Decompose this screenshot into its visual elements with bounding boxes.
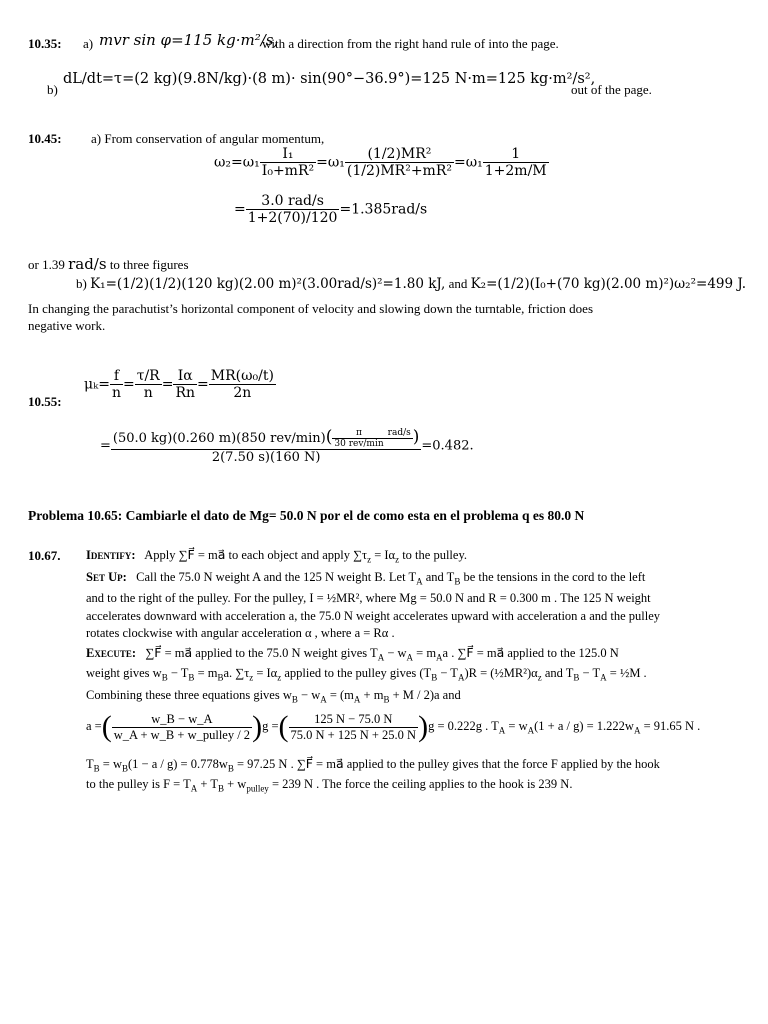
part-a-label: a) [83,36,94,51]
text-10-45-para-1: In changing the parachutist’s horizontal component of velocity and slowing down the turntable, friction does [28,301,593,316]
note-problema-10-65: Problema 10.65: Cambiarle el dato de Mg= 50.0 N por el de como esta en el problema q es 80.0 N [28,508,585,523]
identify-line: Identify: Apply ∑F⃗ = ma⃗ to each object and apply $\sum\tau_z = I\alpha_z$ to the pulley. [86,548,468,565]
acceleration-equation: a =( $\frac{w\_B - w\_A}{\text{w\_A + w\_B + w\_pulley / 2}}$ )g =( $\frac{125 N - 75.0 N}{75.0 N + 125 N + 25.0 N}$ )g = 0.222g . $T_A = w_A(1 + a / g) = 1.222w_A = 91.65$ N . [86,710,701,743]
part-b-label: b) [47,82,58,97]
tension-b-line: $T_B = w_B(1 - a / g) = 0.778w_B = 97.25$ N . ∑F⃗ = ma⃗ applied to the pulley gives that the force F applied by the hook [86,757,660,774]
text-10-45-a: a) From conservation of angular momentum, [91,131,325,146]
setup-line-3: accelerates downward with acceleration a, the 75.0 N weight accelerates upward with acceleration a and the pulley [86,609,661,623]
setup-line-4: rotates clockwise with angular acceleration α , where a = Rα . [86,626,395,640]
problem-label-10-67: 10.67. [28,548,61,563]
setup-line-2: and to the right of the pulley. For the pulley, I = ½MR², where Mg = 50.0 N and R = 0.300 m . The 125 N weight [86,591,651,605]
execute-line-2: weight gives $w_B - T_B = m_Ba$. $\sum\tau_z = I\alpha_z$ applied to the pulley gives $(T_B - T_A)R$ = $(\frac{1}{2}MR^2)\alpha_z$ and $T_B - T_A$ = ½M . [86,666,647,683]
eq-10-45-b: b) K₁=(1/2)(1/2)(120 kg)(2.00 m)²(3.00rad/s)²=1.80 kJ, and K₂=(1/2)(I₀+(70 kg)(2.00 m)²)ω₂²=499 J. [76,276,747,292]
execute-line-3: Combining these three equations gives $w_B - w_A = (m_A + m_B + M / 2)a$ and [86,688,461,705]
eq-10-45-omega: ω₂=ω₁ $\frac{\text{I₁}}{\text{I₀+mR²}}$ =ω₁ $\frac{\text{(1/2)MR²}}{\text{(1/2)MR²+mR²}}$ =ω₁ $\frac{1}{1+2m/M}$ [214,146,547,179]
eq-10-35-a: mvr sin φ=115 kg·m²/s, [99,31,279,49]
text-10-45-para-2: negative work. [28,318,106,333]
problem-label-10-35: 10.35: [28,36,62,51]
eq-10-35-b: dL/dt=τ=(2 kg)(9.8N/kg)·(8 m)· sin(90°−36.9°)=125 N·m=125 kg·m²/s², [63,71,596,87]
problem-label-10-55: 10.55: [28,394,62,409]
eq-10-55-mu: μₖ= $\frac{f}{n}$ = $\frac{\tau/R}{n}$ = $\frac{I\alpha}{Rn}$ = $\frac{\text{MR(ω₀/t)}}{2n}$ [84,368,274,401]
text-10-35-a: with a direction from the right hand rule of into the page. [262,36,559,51]
eq-10-55-value: = (50.0 kg)(0.260 m)(850 rev/min)( $\frac{\pi}{\text{30 rev/min}}$ rad/s ) 2(7.50 s)(160 N) =0.482. [100,427,474,465]
final-force-line: to the pulley is $F = T_A + T_B + w_{pulley} = 239$ N . The force the ceiling applies to the hook is 239 N. [86,777,573,794]
execute-line-1: Execute: ∑F⃗ = ma⃗ applied to the 75.0 N weight gives $T_A - w_A = m_Aa$ . ∑F⃗ = ma⃗ applied to the 125.0 N [86,646,619,663]
problem-label-10-45: 10.45: [28,131,62,146]
text-10-35-b: out of the page. [571,82,652,97]
eq-10-45-value: = $\frac{\text{3.0 rad/s}}{1+2(70)/120}$ =1.385rad/s [234,193,428,226]
text-10-45-or: or 1.39 rad/s to three figures [28,255,189,273]
setup-line-1: Set Up: Call the 75.0 N weight A and the 125 N weight B. Let $T_A$ and $T_B$ be the tensions in the cord to the left [86,570,646,587]
